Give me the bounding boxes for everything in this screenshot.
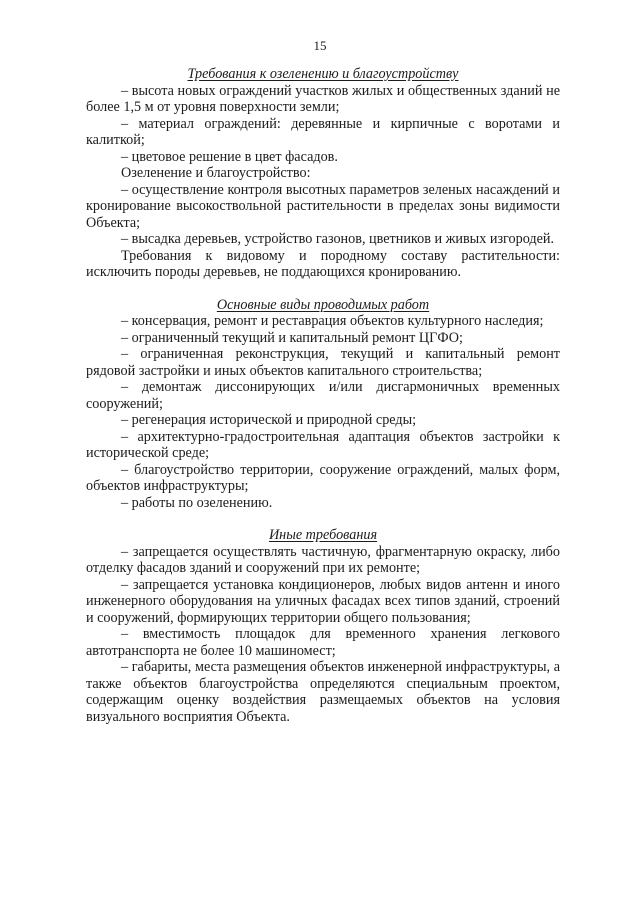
page-number: 15 bbox=[313, 38, 327, 53]
list-item: – высота новых ограждений участков жилых и общественных зданий не более 1,5 м от уровня поверхности земли; bbox=[86, 82, 560, 115]
list-item: – демонтаж диссонирующих и/или дисгармоничных временных сооружений; bbox=[86, 379, 560, 412]
other-requirements-list bbox=[86, 544, 560, 726]
list-item: – благоустройство территории, сооружение ограждений, малых форм, объектов инфраструктуры; bbox=[86, 461, 560, 494]
greening-subheading: Озеленение и благоустройство: bbox=[121, 165, 311, 181]
list-item: – регенерация исторической и природной среды; bbox=[121, 412, 417, 428]
section-heading-other-requirements: Иные требования bbox=[268, 527, 378, 543]
list-item: – запрещается установка кондиционеров, любых видов антенн и иного инженерного оборудования на уличных фасадах всех типов зданий, строений и сооружений, формирующих территории общего пользования; bbox=[86, 576, 560, 626]
list-item: – осуществление контроля высотных параметров зеленых насаждений и кронирование высокоствольной растительности в пределах зоны видимости Объекта; bbox=[86, 181, 560, 231]
section-heading-main-works: Основные виды проводимых работ bbox=[216, 296, 430, 313]
list-item: – ограниченная реконструкция, текущий и капитальный ремонт рядовой застройки и иных объектов капитального строительства; bbox=[86, 346, 560, 379]
list-item: – ограниченный текущий и капитальный ремонт ЦГФО; bbox=[121, 329, 463, 346]
list-item: – работы по озеленению. bbox=[121, 494, 273, 511]
document-body bbox=[86, 66, 560, 725]
list-item: – цветовое решение в цвет фасадов. bbox=[121, 148, 338, 165]
list-item: – запрещается осуществлять частичную, фрагментарную окраску, либо отделку фасадов зданий и сооружений при их ремонте; bbox=[86, 543, 560, 576]
list-item: – высадка деревьев, устройство газонов, цветников и живых изгородей. bbox=[121, 231, 555, 247]
section-heading-landscaping: Требования к озеленению и благоустройству bbox=[187, 66, 459, 82]
vegetation-requirements-paragraph: Требования к видовому и породному составу растительности: исключить породы деревьев, не поддающихся кронированию. bbox=[86, 247, 560, 280]
list-item: – архитектурно-градостроительная адаптация объектов застройки к исторической среде; bbox=[86, 428, 560, 461]
landscaping-requirements-list bbox=[86, 83, 560, 166]
list-item: – вместимость площадок для временного хранения легкового автотранспорта не более 10 машиномест; bbox=[86, 626, 560, 659]
list-item: – консервация, ремонт и реставрация объектов культурного наследия; bbox=[121, 313, 544, 329]
greening-list bbox=[86, 182, 560, 248]
list-item: – материал ограждений: деревянные и кирпичные с воротами и калиткой; bbox=[86, 115, 560, 148]
main-works-list bbox=[86, 313, 560, 511]
list-item: – габариты, места размещения объектов инженерной инфраструктуры, а также объектов благоустройства определяются специальным проектом, содержащим оценку воздействия размещаемых объектов на условия визуального восприятия Объекта. bbox=[86, 659, 560, 725]
